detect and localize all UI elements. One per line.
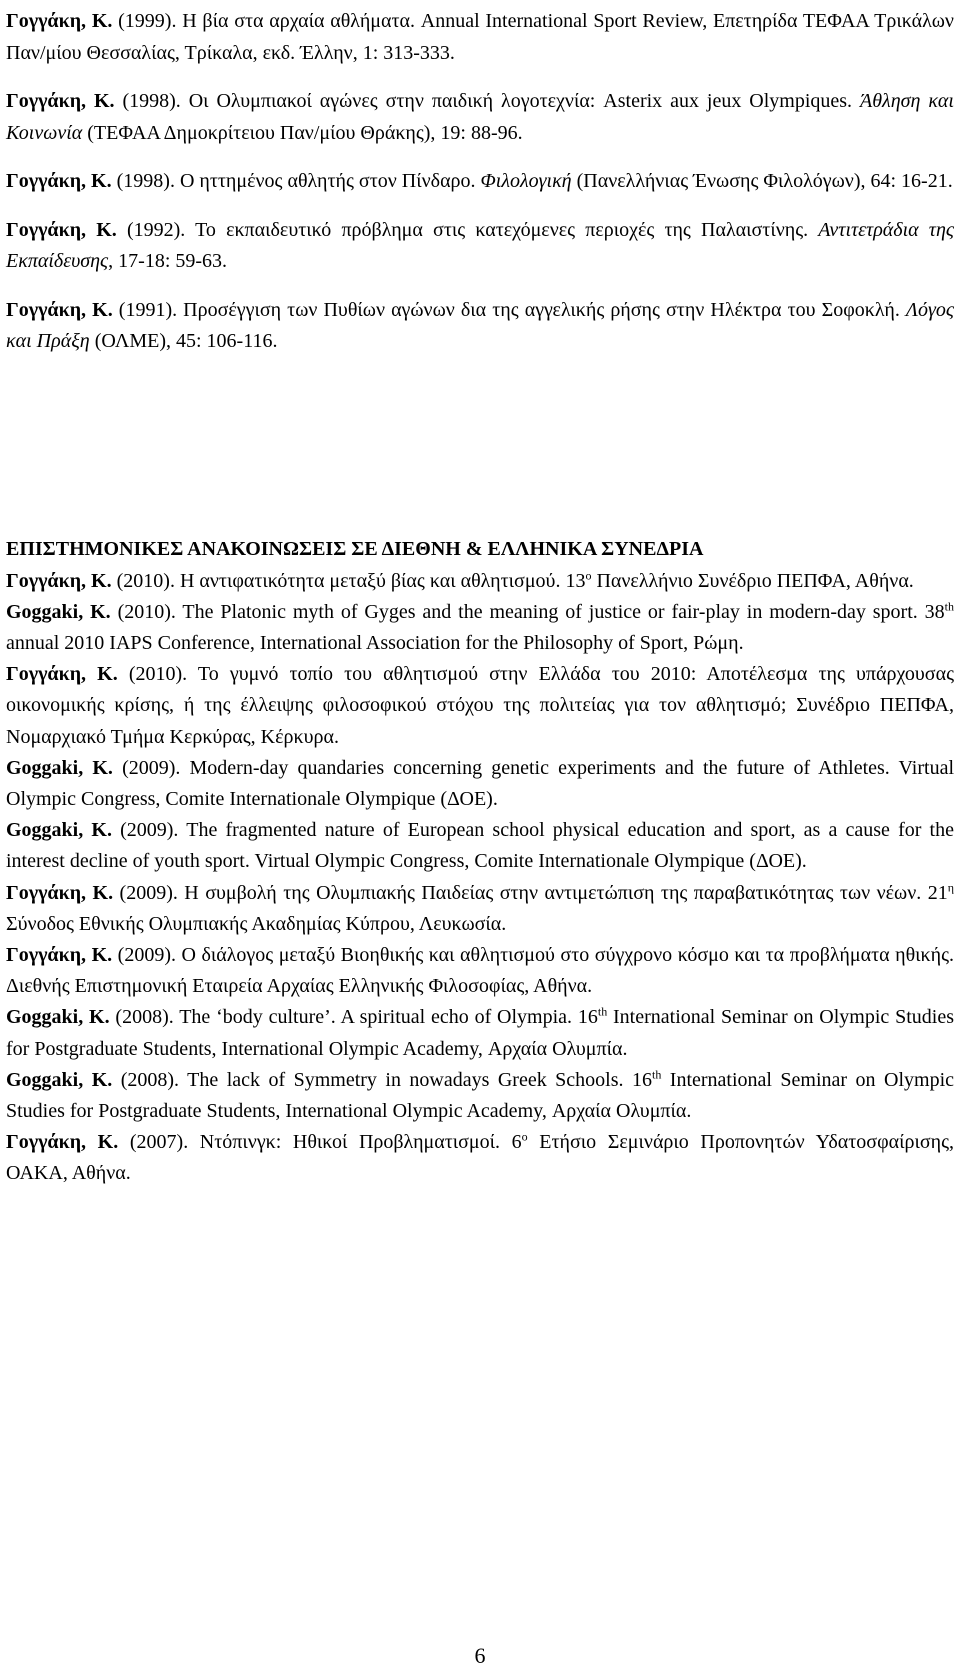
conference-reference-entry [6,1002,954,1064]
reference-text: (2007). Ντόπινγκ: Ηθικοί Προβληματισμοί. 6 [118,1131,522,1154]
reference-text: International Seminar on Olympic Studies for Postgraduate Students, International Olympic Academy, Αρχαία Ολυμπία. [6,1006,954,1060]
reference-text: , 17-18: 59-63. [108,250,228,272]
conference-reference-entry [6,940,954,1002]
reference-author: Γογγάκη, Κ. [6,943,113,966]
reference-text: (2009). Η συμβολή της Ολυμπιακής Παιδείας στην αντιμετώπιση της παραβατικότητας των νέων. 21 [113,881,948,904]
reference-author: Γογγάκη, Κ. [6,90,115,112]
page-number: 6 [474,1643,486,1668]
journal-references [6,6,954,375]
reference-text: (1992). Το εκπαιδευτικό πρόβλημα στις κατεχόμενες περιοχές της Παλαιστίνης. [116,218,819,241]
ordinal-superscript: th [597,1004,608,1019]
reference-text: (2010). Το γυμνό τοπίο του αθλητισμού στην Ελλάδα του 2010: Αποτέλεσμα της υπάρχουσας οικονομικής κρίσης, ή της έλλειψης φιλοσοφικού στόχου της πολιτείας για τον αθλητισμό; Συνέδριο ΠΕΠΦΑ, Νομαρχιακό Τμήμα Κερκύρας, Κέρκυρα. [6,663,954,748]
reference-journal: Φιλολογική [480,170,572,192]
reference-author: Γογγάκη, Κ. [6,1131,119,1154]
reference-text: (ΤΕΦΑΑ Δημοκρίτειου Παν/μίου Θράκης), 19: 88-96. [82,121,523,144]
reference-text: Σύνοδος Εθνικής Ολυμπιακής Ακαδημίας Κύπρου, Λευκωσία. [6,912,507,935]
ordinal-superscript: ο [521,1129,528,1144]
reference-author: Goggaki, K. [6,1006,110,1029]
reference-text: (2010). Η αντιφατικότητα μεταξύ βίας και αθλητισμού. 13 [111,569,586,592]
reference-author: Goggaki, K. [6,600,111,623]
conference-reference-entry [6,597,954,659]
reference-author: Γογγάκη, Κ. [6,298,113,321]
ordinal-superscript: ο [585,567,592,582]
reference-text: (1998). Οι Ολυμπιακοί αγώνες στην παιδική λογοτεχνία: Asterix aux jeux Olympiques. [114,90,860,112]
reference-text: (2008). The ‘body culture’. A spiritual echo of Olympia. 16 [109,1006,598,1029]
reference-entry [6,215,954,278]
conference-reference-entry [6,878,954,940]
reference-author: Γογγάκη, Κ. [6,569,112,592]
reference-entry [6,166,954,198]
reference-author: Γογγάκη, Κ. [6,10,113,32]
reference-journal: Αντιτετράδια της Εκπαίδευσης [6,218,955,272]
document-page [6,0,954,1678]
conference-section [6,534,954,1190]
ordinal-superscript: th [651,1067,662,1082]
reference-entry [6,6,954,69]
reference-text: (2008). The lack of Symmetry in nowadays Greek Schools. 16 [112,1068,652,1091]
reference-text: Ετήσιο Σεμινάριο Προπονητών Υδατοσφαίρισης, ΟΑΚΑ, Αθήνα. [6,1131,954,1185]
reference-text: (2009). Ο διάλογος μεταξύ Βιοηθικής και αθλητισμού στο σύγχρονο κόσμο και τα προβλήματα ηθικής. Διεθνής Επιστημονική Εταιρεία Αρχαίας Ελληνικής Φιλοσοφίας, Αθήνα. [6,943,954,998]
reference-author: Γογγάκη, Κ. [6,663,118,686]
reference-author: Γογγάκη, Κ. [6,218,117,241]
reference-author: Goggaki, K. [6,1068,113,1091]
conference-reference-entry [6,1065,954,1127]
reference-author: Γογγάκη, Κ. [6,170,112,192]
reference-author: Goggaki, K. [6,819,112,842]
reference-text: (2010). The Platonic myth of Gyges and the meaning of justice or fair-play in modern-day sport. 38 [110,600,945,623]
reference-author: Γογγάκη, Κ. [6,881,114,904]
reference-entry [6,295,954,358]
reference-text: (1999). Η βία στα αρχαία αθλήματα. Annual International Sport Review, Επετηρίδα ΤΕΦΑΑ Τρικάλων Παν/μίου Θεσσαλίας, Τρίκαλα, εκδ. Έλλην, 1: 313-333. [6,10,954,64]
reference-journal: Άθληση και Κοινωνία [6,90,954,144]
ordinal-superscript: th [944,599,954,614]
reference-text: International Seminar on Olympic Studies for Postgraduate Students, International Olympic Academy, Αρχαία Ολυμπία. [6,1068,954,1122]
conference-reference-entry [6,753,954,815]
conference-reference-entry [6,815,954,877]
conference-reference-entry [6,1127,954,1189]
conference-reference-entry [6,566,954,597]
reference-text: (2009). The fragmented nature of European school physical education and sport, as a cause for the interest decline of youth sport. Virtual Olympic Congress, Comite Internationale Olympique (ΔΟΕ). [6,819,954,873]
conference-reference-entry [6,659,954,753]
reference-text: Πανελλήνιο Συνέδριο ΠΕΠΦΑ, Αθήνα. [591,569,914,592]
reference-text: annual 2010 IAPS Conference, International Association for the Philosophy of Sport, Ρώμη. [6,631,744,654]
conference-references [6,566,954,1190]
reference-text: (Πανελλήνιας Ένωσης Φιλολόγων), 64: 16-21. [571,170,953,192]
reference-text: (1998). Ο ηττημένος αθλητής στον Πίνδαρο. [111,170,481,192]
reference-text: (1991). Προσέγγιση των Πυθίων αγώνων δια της αγγελικής ρήσης στην Ηλέκτρα του Σοφοκλή. [112,298,906,321]
ordinal-superscript: η [947,879,954,894]
section-heading: ΕΠΙΣΤΗΜΟΝΙΚΕΣ ΑΝΑΚΟΙΝΩΣΕΙΣ ΣΕ ΔΙΕΘΝΗ & ΕΛΛΗΝΙΚΑ ΣΥΝΕΔΡΙΑ [6,538,704,560]
reference-journal: Λόγος και Πράξη [6,298,954,352]
reference-text: (2009). Modern-day quandaries concerning genetic experiments and the future of Athletes. Virtual Olympic Congress, Comite Internationale Olympique (ΔΟΕ). [6,756,954,810]
reference-text: (ΟΛΜΕ), 45: 106-116. [89,330,278,352]
reference-author: Goggaki, K. [6,756,113,779]
reference-entry [6,86,954,149]
